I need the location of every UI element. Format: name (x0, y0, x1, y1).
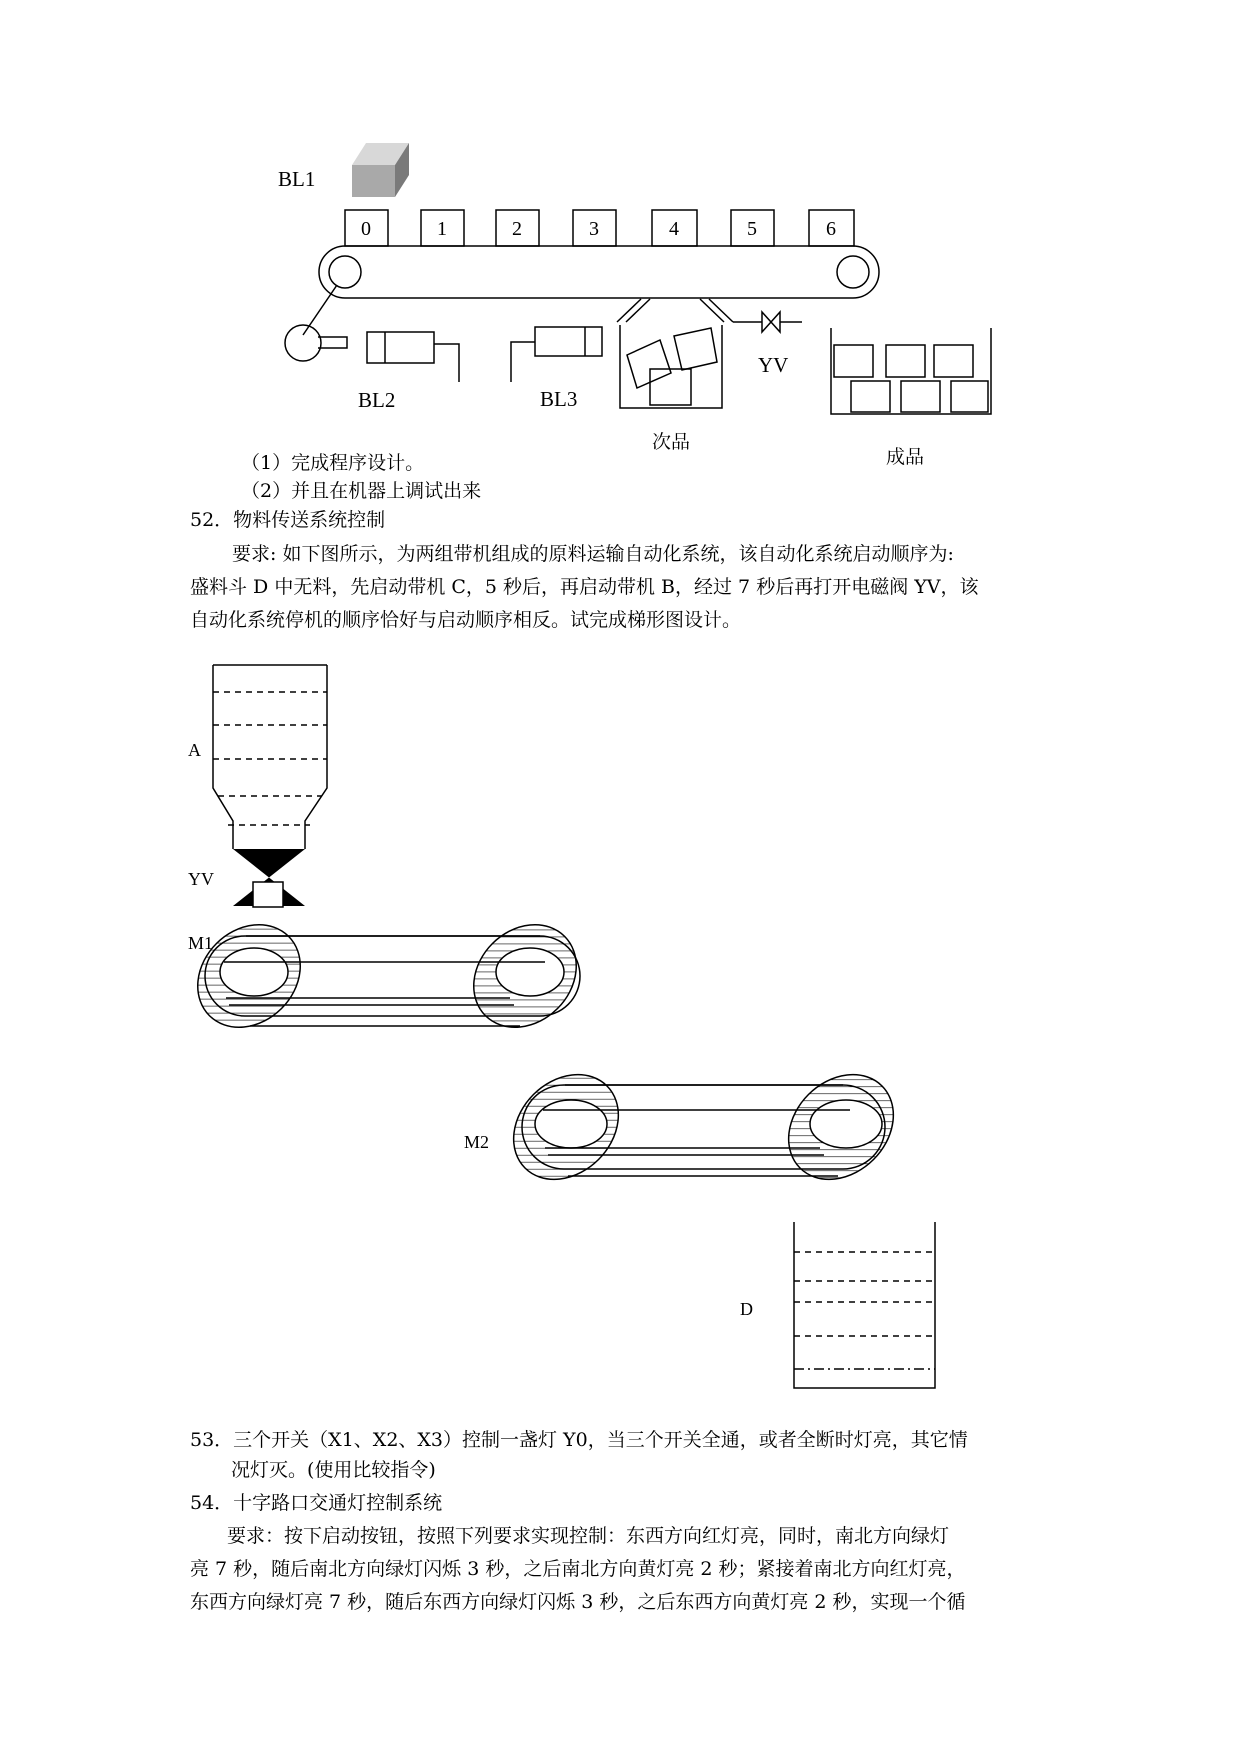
slot-label-0: 0 (361, 218, 371, 240)
q52-body-line-3: 自动化系统停机的顺序恰好与启动顺序相反。试完成梯形图设计。 (190, 609, 742, 631)
conveyor-slots (345, 210, 854, 246)
q53-line-2: 况灯灭。(使用比较指令) (231, 1459, 436, 1481)
yv-valve-icon (733, 312, 802, 332)
q52-body-line-2: 盛料斗 D 中无料，先启动带机 C，5 秒后，再启动带机 B，经过 7 秒后再打开电磁阀 YV，该 (190, 576, 979, 598)
conveyor-belt (319, 246, 879, 298)
finished-product-bin (831, 328, 991, 414)
task-item-2: （2）并且在机器上调试出来 (241, 480, 482, 502)
belt-m1-label: M1 (188, 933, 214, 953)
yv-label-fig2: YV (188, 869, 214, 889)
slot-label-5: 5 (747, 218, 757, 240)
belt-m1 (177, 904, 597, 1048)
belt-m2-label: M2 (464, 1132, 490, 1152)
q54-body-line-3: 东西方向绿灯亮 7 秒，随后东西方向绿灯闪烁 3 秒，之后东西方向黄灯亮 2 秒，实现一个循 (190, 1591, 966, 1613)
storage-bin-d (794, 1222, 935, 1388)
hopper-a-label: A (188, 740, 201, 760)
bl2-label: BL2 (358, 388, 396, 412)
storage-bin-d-label: D (740, 1299, 753, 1319)
finished-bin-label: 成品 (886, 447, 925, 468)
bl2-pusher-cylinder (367, 332, 459, 382)
q54-title: 54．十字路口交通灯控制系统 (190, 1492, 443, 1514)
slot-label-6: 6 (826, 218, 836, 240)
sorting-chutes (617, 299, 733, 322)
bl3-pusher-cylinder (511, 327, 602, 382)
slot-label-1: 1 (437, 218, 447, 240)
slot-label-4: 4 (669, 218, 679, 240)
yv-solenoid-valve-icon (233, 849, 305, 907)
q52-title: 52．物料传送系统控制 (190, 509, 386, 531)
yv-label-fig1: YV (758, 353, 789, 377)
q54-body-line-2: 亮 7 秒，随后南北方向绿灯闪烁 3 秒，之后南北方向黄灯亮 2 秒；紧接着南北方向红灯亮， (190, 1558, 966, 1580)
defect-bin-label: 次品 (652, 432, 691, 453)
slot-label-3: 3 (589, 218, 599, 240)
bl1-sensor-block (352, 143, 409, 197)
bl3-label: BL3 (540, 387, 578, 411)
task-item-1: （1）完成程序设计。 (241, 452, 425, 474)
q53-line-1: 53．三个开关（X1、X2、X3）控制一盏灯 Y0，当三个开关全通，或者全断时灯亮，其它情 (190, 1429, 968, 1451)
defect-bin (620, 325, 722, 408)
q54-body-line-1: 要求：按下启动按钮，按照下列要求实现控制：东西方向红灯亮，同时，南北方向绿灯 (227, 1525, 950, 1547)
q52-body-line-1: 要求: 如下图所示，为两组带机组成的原料运输自动化系统，该自动化系统启动顺序为: (232, 543, 954, 565)
hopper-a (213, 665, 327, 849)
slot-label-2: 2 (512, 218, 522, 240)
belt-m2 (492, 1053, 914, 1200)
bl1-label: BL1 (278, 167, 316, 191)
